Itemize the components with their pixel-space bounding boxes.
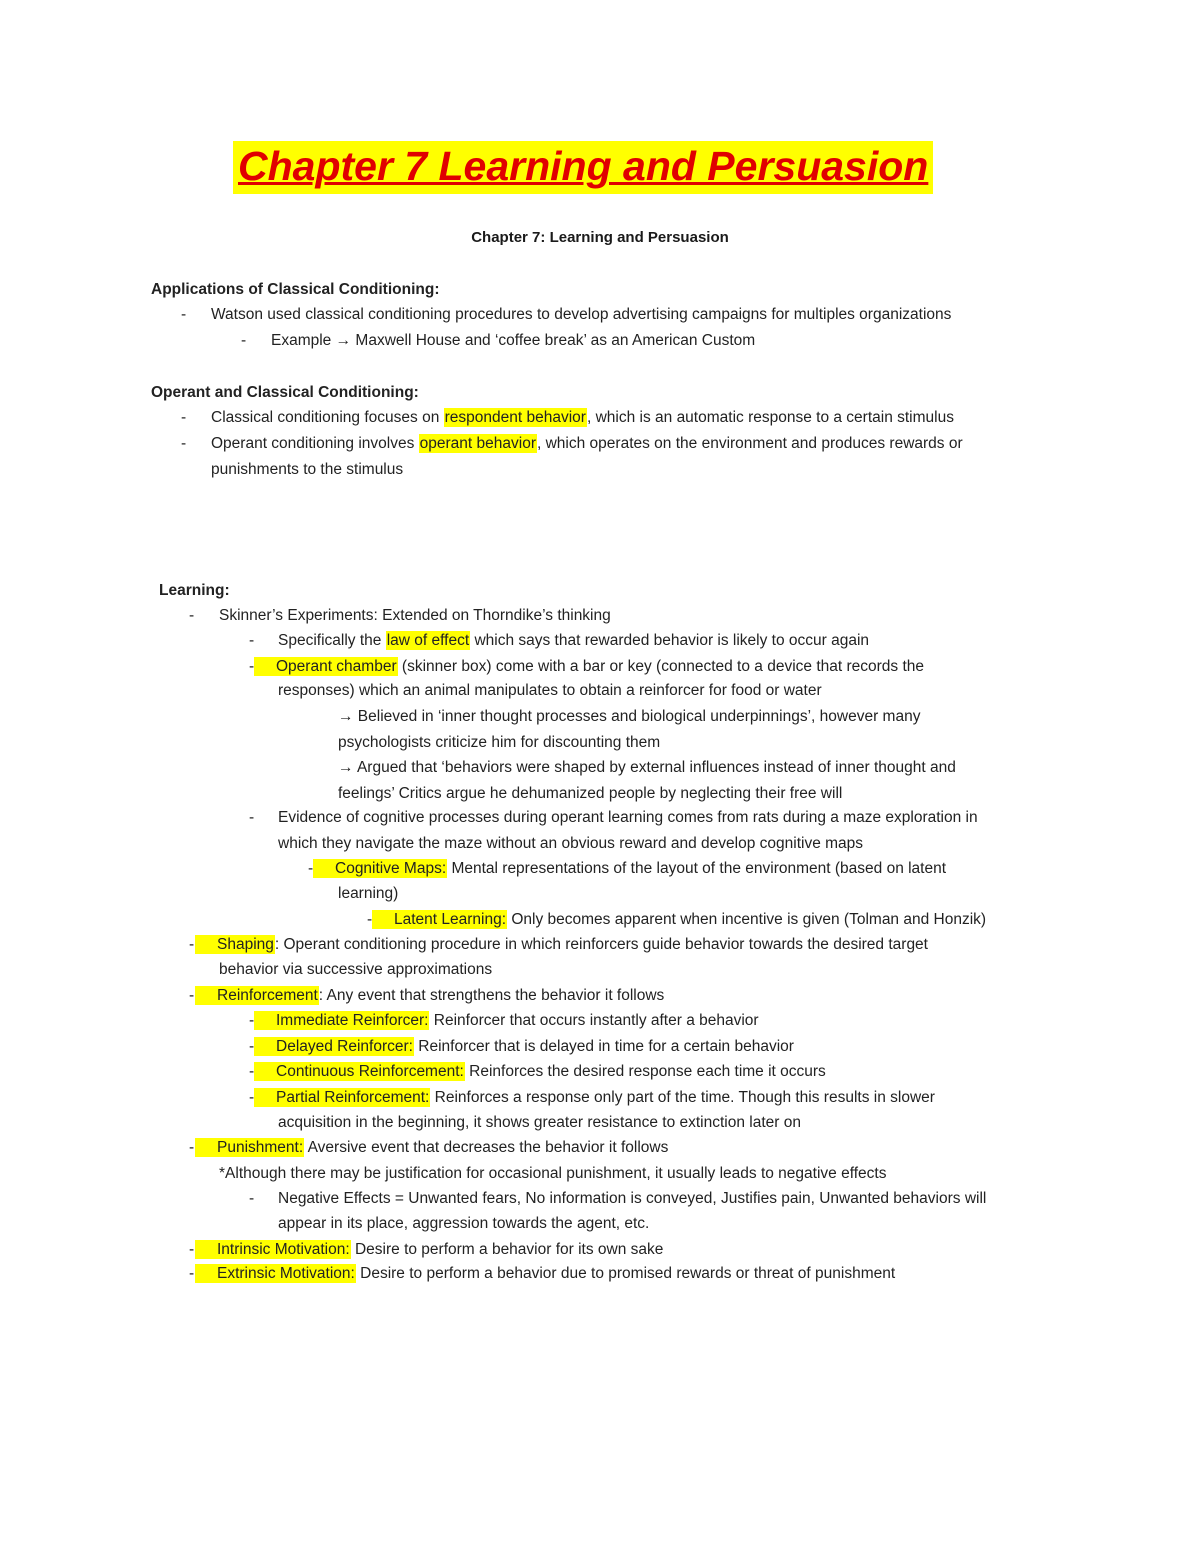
learning-law-of-effect xyxy=(278,631,869,651)
page-title: Chapter 7 Learning and Persuasion xyxy=(233,141,933,194)
highlight-term: Punishment: xyxy=(195,1138,304,1157)
bullet-dash: - xyxy=(189,936,195,953)
bullet-dash: - xyxy=(189,987,195,1004)
text: : Any event that strengthens the behavior it follows xyxy=(318,987,665,1004)
learning-cognitive-maps xyxy=(313,859,946,879)
highlight-term: law of effect xyxy=(386,632,470,649)
learning-intrinsic xyxy=(195,1240,663,1260)
text: : Operant conditioning procedure in which reinforcers guide behavior towards the desired target xyxy=(274,936,928,953)
text: Reinforcer that is delayed in time for a certain behavior xyxy=(413,1038,794,1055)
text: Classical conditioning focuses on xyxy=(211,409,444,426)
bullet-dash: - xyxy=(189,1241,195,1258)
learning-immediate xyxy=(254,1011,759,1031)
learning-negative-effects-2: appear in its place, aggression towards the agent, etc. xyxy=(278,1215,650,1232)
text: Specifically the xyxy=(278,632,386,649)
learning-evidence-2: which they navigate the maze without an obvious reward and develop cognitive maps xyxy=(278,835,864,852)
highlight-term: Intrinsic Motivation: xyxy=(195,1240,351,1259)
highlight-term: Latent Learning: xyxy=(372,910,507,929)
highlight-term: Immediate Reinforcer: xyxy=(254,1011,429,1030)
learning-evidence-1: Evidence of cognitive processes during operant learning comes from rats during a maze exploration in xyxy=(278,809,978,826)
section-heading-operant: Operant and Classical Conditioning: xyxy=(151,384,419,401)
learning-negative-effects-1: Negative Effects = Unwanted fears, No information is conveyed, Justifies pain, Unwanted behaviors will xyxy=(278,1190,987,1207)
bullet-dash: - xyxy=(249,632,255,649)
text: Aversive event that decreases the behavior it follows xyxy=(304,1139,669,1156)
learning-operant-chamber-2: responses) which an animal manipulates to obtain a reinforcer for food or water xyxy=(278,682,822,699)
learning-partial-2: acquisition in the beginning, it shows greater resistance to extinction later on xyxy=(278,1114,801,1131)
highlight-term: Cognitive Maps: xyxy=(313,859,447,878)
highlight-term: Delayed Reinforcer: xyxy=(254,1037,414,1056)
text: Only becomes apparent when incentive is given (Tolman and Honzik) xyxy=(507,911,987,928)
highlight-term: respondent behavior xyxy=(444,409,586,426)
highlight-term: Reinforcement xyxy=(195,986,319,1005)
text: which says that rewarded behavior is likely to occur again xyxy=(470,632,870,649)
bullet-dash: - xyxy=(181,435,187,452)
bullet-dash: - xyxy=(367,911,373,928)
learning-argued-2: feelings’ Critics argue he dehumanized people by neglecting their free will xyxy=(338,785,843,802)
highlight-term: Partial Reinforcement: xyxy=(254,1088,430,1107)
bullet-dash: - xyxy=(189,1265,195,1282)
text: Reinforces the desired response each time it occurs xyxy=(464,1063,826,1080)
text: , which operates on the environment and produces rewards or xyxy=(537,435,963,452)
learning-continuous xyxy=(254,1062,826,1082)
bullet-dash: - xyxy=(249,1190,255,1207)
bullet-dash: - xyxy=(249,658,255,675)
bullet-dash: - xyxy=(241,332,247,349)
bullet-dash: - xyxy=(249,1089,255,1106)
learning-punishment xyxy=(195,1138,668,1158)
bullet-dash: - xyxy=(189,1139,195,1156)
learning-latent xyxy=(372,910,986,930)
text: , which is an automatic response to a certain stimulus xyxy=(586,409,954,426)
highlight-term: Operant chamber xyxy=(254,657,398,676)
bullet-dash: - xyxy=(308,860,314,877)
bullet-dash: - xyxy=(181,409,187,426)
learning-cognitive-maps-2: learning) xyxy=(338,885,399,902)
section-heading-learning: Learning: xyxy=(159,582,230,599)
learning-extrinsic xyxy=(195,1264,895,1284)
learning-believed-1: → Believed in ‘inner thought processes and biological underpinnings’, however many xyxy=(338,708,921,725)
bullet-dash: - xyxy=(181,306,187,323)
bullet-dash: - xyxy=(249,1038,255,1055)
bullet-dash: - xyxy=(189,607,195,624)
learning-skinner: Skinner’s Experiments: Extended on Thorndike’s thinking xyxy=(219,607,611,624)
text: Desire to perform a behavior due to promised rewards or threat of punishment xyxy=(355,1265,896,1282)
bullet-dash: - xyxy=(249,1012,255,1029)
section-heading-classical: Applications of Classical Conditioning: xyxy=(151,281,440,298)
classical-line-2: Example → Maxwell House and ‘coffee break’ as an American Custom xyxy=(271,332,756,349)
learning-believed-2: psychologists criticize him for discounting them xyxy=(338,734,661,751)
highlight-term: Shaping xyxy=(195,935,275,954)
text: Desire to perform a behavior for its own sake xyxy=(350,1241,664,1258)
operant-line-1 xyxy=(211,408,954,428)
operant-line-2 xyxy=(211,434,963,454)
text: Reinforcer that occurs instantly after a behavior xyxy=(429,1012,759,1029)
text: Operant conditioning involves xyxy=(211,435,419,452)
learning-reinforcement xyxy=(195,986,664,1006)
learning-argued-1: → Argued that ‘behaviors were shaped by external influences instead of inner thought and xyxy=(338,759,956,776)
classical-line-1: Watson used classical conditioning procedures to develop advertising campaigns for multiples organizations xyxy=(211,306,952,323)
page-subtitle: Chapter 7: Learning and Persuasion xyxy=(471,229,729,246)
learning-delayed xyxy=(254,1037,794,1057)
learning-shaping xyxy=(195,935,928,955)
operant-line-3: punishments to the stimulus xyxy=(211,461,404,478)
text: (skinner box) come with a bar or key (connected to a device that records the xyxy=(397,658,925,675)
learning-operant-chamber xyxy=(254,657,924,677)
learning-partial xyxy=(254,1088,935,1108)
bullet-dash: - xyxy=(249,1063,255,1080)
text: Mental representations of the layout of the environment (based on latent xyxy=(447,860,947,877)
text: Reinforces a response only part of the time. Though this results in slower xyxy=(430,1089,935,1106)
highlight-term: Continuous Reinforcement: xyxy=(254,1062,465,1081)
highlight-term: Extrinsic Motivation: xyxy=(195,1264,356,1283)
highlight-term: operant behavior xyxy=(419,435,536,452)
learning-punishment-note: *Although there may be justification for occasional punishment, it usually leads to negative effects xyxy=(219,1165,887,1182)
learning-shaping-2: behavior via successive approximations xyxy=(219,961,493,978)
bullet-dash: - xyxy=(249,809,255,826)
